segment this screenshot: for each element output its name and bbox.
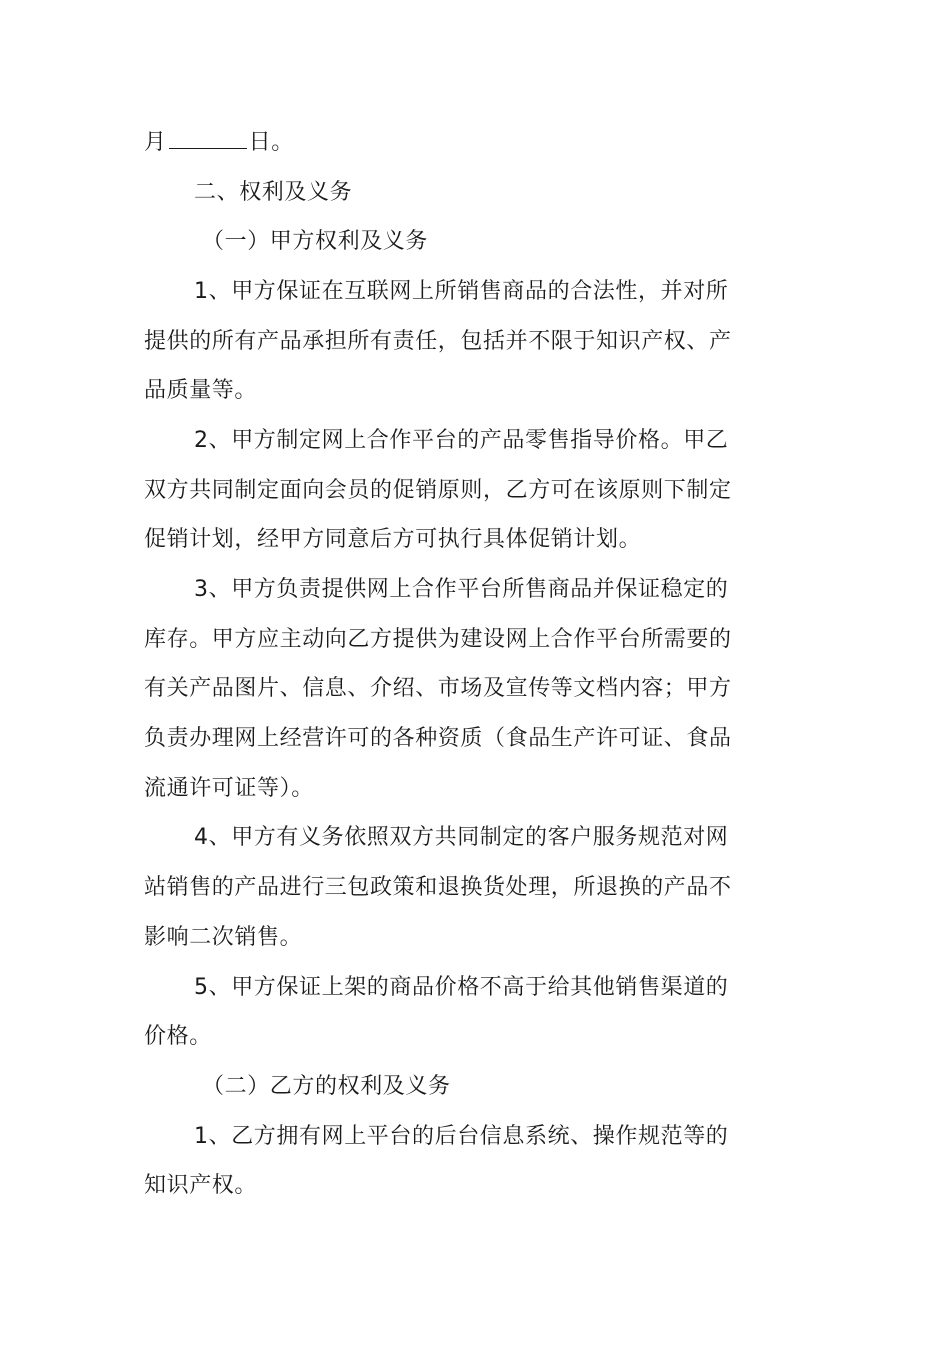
party-b-clause-1-line-2: 知识产权。	[144, 1173, 258, 1198]
clause-5-line-2: 价格。	[144, 1024, 212, 1049]
clause-2-line-2: 双方共同制定面向会员的促销原则，乙方可在该原则下制定	[144, 478, 732, 503]
date-month-label: 月	[144, 130, 167, 155]
date-day-label: 日。	[248, 130, 294, 155]
clause-2-line-1: 2、甲方制定网上合作平台的产品零售指导价格。甲乙	[194, 428, 729, 453]
clause-1-line-3: 品质量等。	[144, 378, 258, 403]
section-heading: 二、权利及义务	[194, 180, 353, 205]
clause-4-line-1: 4、甲方有义务依照双方共同制定的客户服务规范对网	[194, 825, 729, 850]
clause-4-line-3: 影响二次销售。	[144, 925, 303, 950]
clause-1-line-2: 提供的所有产品承担所有责任，包括并不限于知识产权、产	[144, 329, 732, 354]
party-b-clause-1-line-1: 1、乙方拥有网上平台的后台信息系统、操作规范等的	[194, 1124, 729, 1149]
date-line	[144, 128, 744, 158]
clause-2-line-3: 促销计划，经甲方同意后方可执行具体促销计划。	[144, 527, 642, 552]
date-day-blank	[169, 128, 247, 149]
clause-3-line-5: 流通许可证等）。	[144, 776, 314, 801]
clause-3-line-1: 3、甲方负责提供网上合作平台所售商品并保证稳定的	[194, 577, 729, 602]
clause-5-line-1: 5、甲方保证上架的商品价格不高于给其他销售渠道的	[194, 975, 729, 1000]
clause-3-line-2: 库存。甲方应主动向乙方提供为建设网上合作平台所需要的	[144, 627, 732, 652]
sub-heading-party-b: （二）乙方的权利及义务	[202, 1074, 451, 1099]
clause-1-line-1: 1、甲方保证在互联网上所销售商品的合法性，并对所	[194, 279, 729, 304]
clause-3-line-4: 负责办理网上经营许可的各种资质（食品生产许可证、食品	[144, 726, 732, 751]
sub-heading-party-a: （一）甲方权利及义务	[202, 229, 429, 254]
clause-3-line-3: 有关产品图片、信息、介绍、市场及宣传等文档内容；甲方	[144, 676, 732, 701]
clause-4-line-2: 站销售的产品进行三包政策和退换货处理，所退换的产品不	[144, 875, 732, 900]
